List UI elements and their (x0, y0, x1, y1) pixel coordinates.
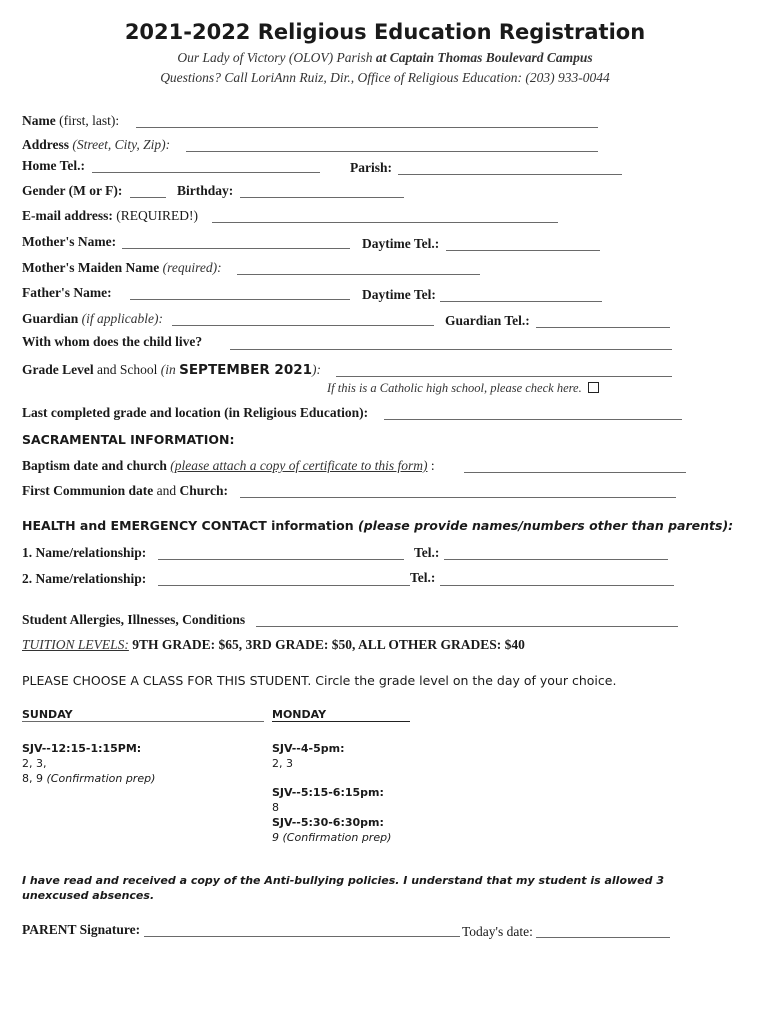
sunday-underline (22, 721, 264, 722)
mother-maiden-field[interactable] (237, 274, 480, 275)
mother-name-label: Mother's Name: (22, 234, 117, 249)
address-label: Address (Street, City, Zip): (22, 137, 171, 152)
monday-time-1: SJV--4-5pm: (272, 742, 345, 755)
parish-name: Our Lady of Victory (OLOV) Parish (177, 50, 373, 65)
father-tel-label: Daytime Tel: (362, 287, 436, 302)
email-label: E-mail address: (REQUIRED!) (22, 208, 198, 223)
sunday-grades-1a[interactable]: 2, 3, (22, 757, 47, 770)
name-field[interactable] (136, 127, 598, 128)
parish-field[interactable] (398, 174, 622, 175)
tel2-label: Tel.: (410, 570, 436, 585)
contact2-field[interactable] (158, 585, 410, 586)
guardian-tel-label: Guardian Tel.: (445, 313, 530, 328)
monday-time-2: SJV--5:15-6:15pm: (272, 786, 384, 799)
tuition-levels: TUITION LEVELS: 9TH GRADE: $65, 3RD GRADE: $50, ALL OTHER GRADES: $40 (22, 637, 525, 652)
mother-maiden-label: Mother's Maiden Name (required): (22, 260, 222, 275)
last-grade-label: Last completed grade and location (in Religious Education): (22, 405, 369, 420)
address-field[interactable] (186, 151, 598, 152)
campus-name: at Captain Thomas Boulevard Campus (372, 50, 593, 65)
questions-line: Questions? Call LoriAnn Ruiz, Dir., Office of Religious Education: (203) 933-0044 (160, 70, 610, 85)
form-title: 2021-2022 Religious Education Registration (124, 20, 646, 44)
grade-level-field[interactable] (336, 376, 672, 377)
father-name-label: Father's Name: (22, 285, 112, 300)
monday-underline (272, 721, 410, 722)
home-tel-label: Home Tel.: (22, 158, 85, 173)
birthday-field[interactable] (240, 197, 404, 198)
contact1-label: 1. Name/relationship: (22, 545, 147, 560)
guardian-field[interactable] (172, 325, 434, 326)
anti-bullying-statement: I have read and received a copy of the Anti-bullying policies. I understand that my student is allowed 3 unexcused absences. (22, 874, 664, 902)
sacramental-heading: SACRAMENTAL INFORMATION: (22, 432, 235, 447)
monday-class-group (272, 741, 391, 845)
tel1-label: Tel.: (414, 545, 440, 560)
home-tel-field[interactable] (92, 172, 320, 173)
date-label: Today's date: (462, 924, 533, 939)
father-name-field[interactable] (130, 299, 350, 300)
gender-field[interactable] (130, 197, 166, 198)
communion-field[interactable] (240, 497, 676, 498)
baptism-label: Baptism date and church (please attach a copy of certificate to this form) : (22, 458, 435, 473)
last-grade-field[interactable] (384, 419, 682, 420)
contact1-field[interactable] (158, 559, 404, 560)
birthday-label: Birthday: (177, 183, 234, 198)
father-tel-field[interactable] (440, 301, 602, 302)
monday-grades-1[interactable]: 2, 3 (272, 757, 293, 770)
date-field[interactable] (536, 937, 670, 938)
monday-label: MONDAY (272, 708, 327, 721)
tel2-field[interactable] (440, 585, 674, 586)
lives-with-field[interactable] (230, 349, 672, 350)
communion-label: First Communion date and Church: (22, 483, 229, 498)
gender-label: Gender (M or F): (22, 183, 123, 198)
signature-field[interactable] (144, 936, 460, 937)
mother-tel-field[interactable] (446, 250, 600, 251)
email-field[interactable] (212, 222, 558, 223)
monday-time-3: SJV--5:30-6:30pm: (272, 816, 384, 829)
lives-with-label: With whom does the child live? (22, 334, 203, 349)
sunday-grades-1b[interactable]: 8, 9 (Confirmation prep) (22, 772, 156, 785)
class-choice-heading: PLEASE CHOOSE A CLASS FOR THIS STUDENT. Circle the grade level on the day of your choice. (22, 673, 617, 688)
parish-label: Parish: (350, 160, 392, 175)
sunday-class-group (22, 741, 155, 786)
sunday-time-1: SJV--12:15-1:15PM: (22, 742, 142, 755)
monday-grades-3[interactable]: 9 (Confirmation prep) (272, 831, 392, 844)
contact2-label: 2. Name/relationship: (22, 571, 147, 586)
baptism-field[interactable] (464, 472, 686, 473)
allergies-field[interactable] (256, 626, 678, 627)
catholic-school-checkbox[interactable] (588, 382, 599, 393)
grade-level-label: Grade Level and School (in SEPTEMBER 2021): (22, 362, 321, 378)
mother-tel-label: Daytime Tel.: (362, 236, 440, 251)
allergies-label: Student Allergies, Illnesses, Conditions (22, 612, 246, 627)
health-heading: HEALTH and EMERGENCY CONTACT information (please provide names/numbers other than parents): (22, 518, 734, 533)
signature-label: PARENT Signature: (22, 922, 141, 937)
parish-line (0, 50, 770, 66)
name-label: Name (first, last): (22, 113, 120, 128)
mother-name-field[interactable] (122, 248, 350, 249)
guardian-tel-field[interactable] (536, 327, 670, 328)
monday-grades-2[interactable]: 8 (272, 801, 279, 814)
tel1-field[interactable] (444, 559, 668, 560)
sunday-label: SUNDAY (22, 708, 73, 721)
guardian-label: Guardian (if applicable): (22, 311, 164, 326)
catholic-school-note: If this is a Catholic high school, please check here. (327, 381, 599, 396)
